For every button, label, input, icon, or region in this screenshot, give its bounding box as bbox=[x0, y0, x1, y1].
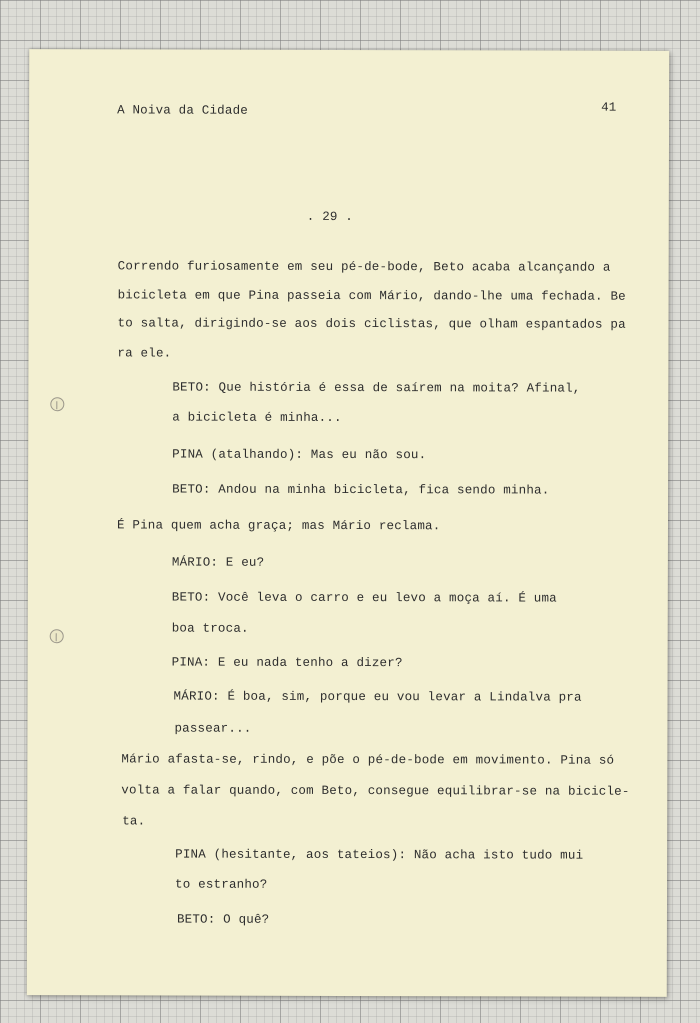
dialogue-line: PINA (hesitante, aos tateios): Não acha isto tudo mui bbox=[175, 847, 584, 863]
text-line: É Pina quem acha graça; mas Mário reclama. bbox=[116, 518, 441, 534]
dialogue-line: PINA: E eu nada tenho a dizer? bbox=[171, 655, 403, 671]
page-number: 41 bbox=[601, 100, 617, 115]
dialogue-line: PINA (atalhando): Mas eu não sou. bbox=[172, 447, 427, 463]
text-line: Correndo furiosamente em seu pé-de-bode, Beto acaba alcançando a bbox=[117, 259, 611, 275]
punch-hole-bottom bbox=[50, 629, 64, 643]
typewritten-page bbox=[27, 49, 669, 997]
dialogue-line: MÁRIO: E eu? bbox=[171, 555, 265, 570]
script-title: A Noiva da Cidade bbox=[117, 103, 249, 118]
dialogue-line: BETO: Que história é essa de saírem na moita? Afinal, bbox=[172, 380, 581, 396]
dialogue-line: a bicicleta é minha... bbox=[172, 410, 342, 425]
text-line: bicicleta em que Pina passeia com Mário, dando-lhe uma fechada. Be bbox=[117, 288, 626, 304]
dialogue-line: BETO: O quê? bbox=[176, 912, 270, 927]
dialogue-line: BETO: Andou na minha bicicleta, fica sendo minha. bbox=[172, 482, 550, 498]
text-line: ta. bbox=[122, 814, 146, 829]
text-line: ra ele. bbox=[117, 346, 172, 361]
dialogue-line: MÁRIO: É boa, sim, porque eu vou levar a Lindalva pra bbox=[173, 689, 582, 705]
punch-hole-top bbox=[50, 397, 64, 411]
dialogue-line: boa troca. bbox=[171, 621, 249, 636]
dialogue-line: to estranho? bbox=[175, 877, 268, 892]
scene-number: . 29 . bbox=[306, 209, 354, 225]
text-line: Mário afasta-se, rindo, e põe o pé-de-bode em movimento. Pina só bbox=[121, 752, 615, 768]
dialogue-line: BETO: Você leva o carro e eu levo a moça aí. É uma bbox=[171, 590, 557, 606]
text-line: to salta, dirigindo-se aos dois ciclistas, que olham espantados pa bbox=[117, 316, 626, 332]
text-line: volta a falar quando, com Beto, consegue equilibrar-se na biciclе- bbox=[121, 783, 630, 799]
dialogue-line: passear... bbox=[174, 721, 252, 736]
